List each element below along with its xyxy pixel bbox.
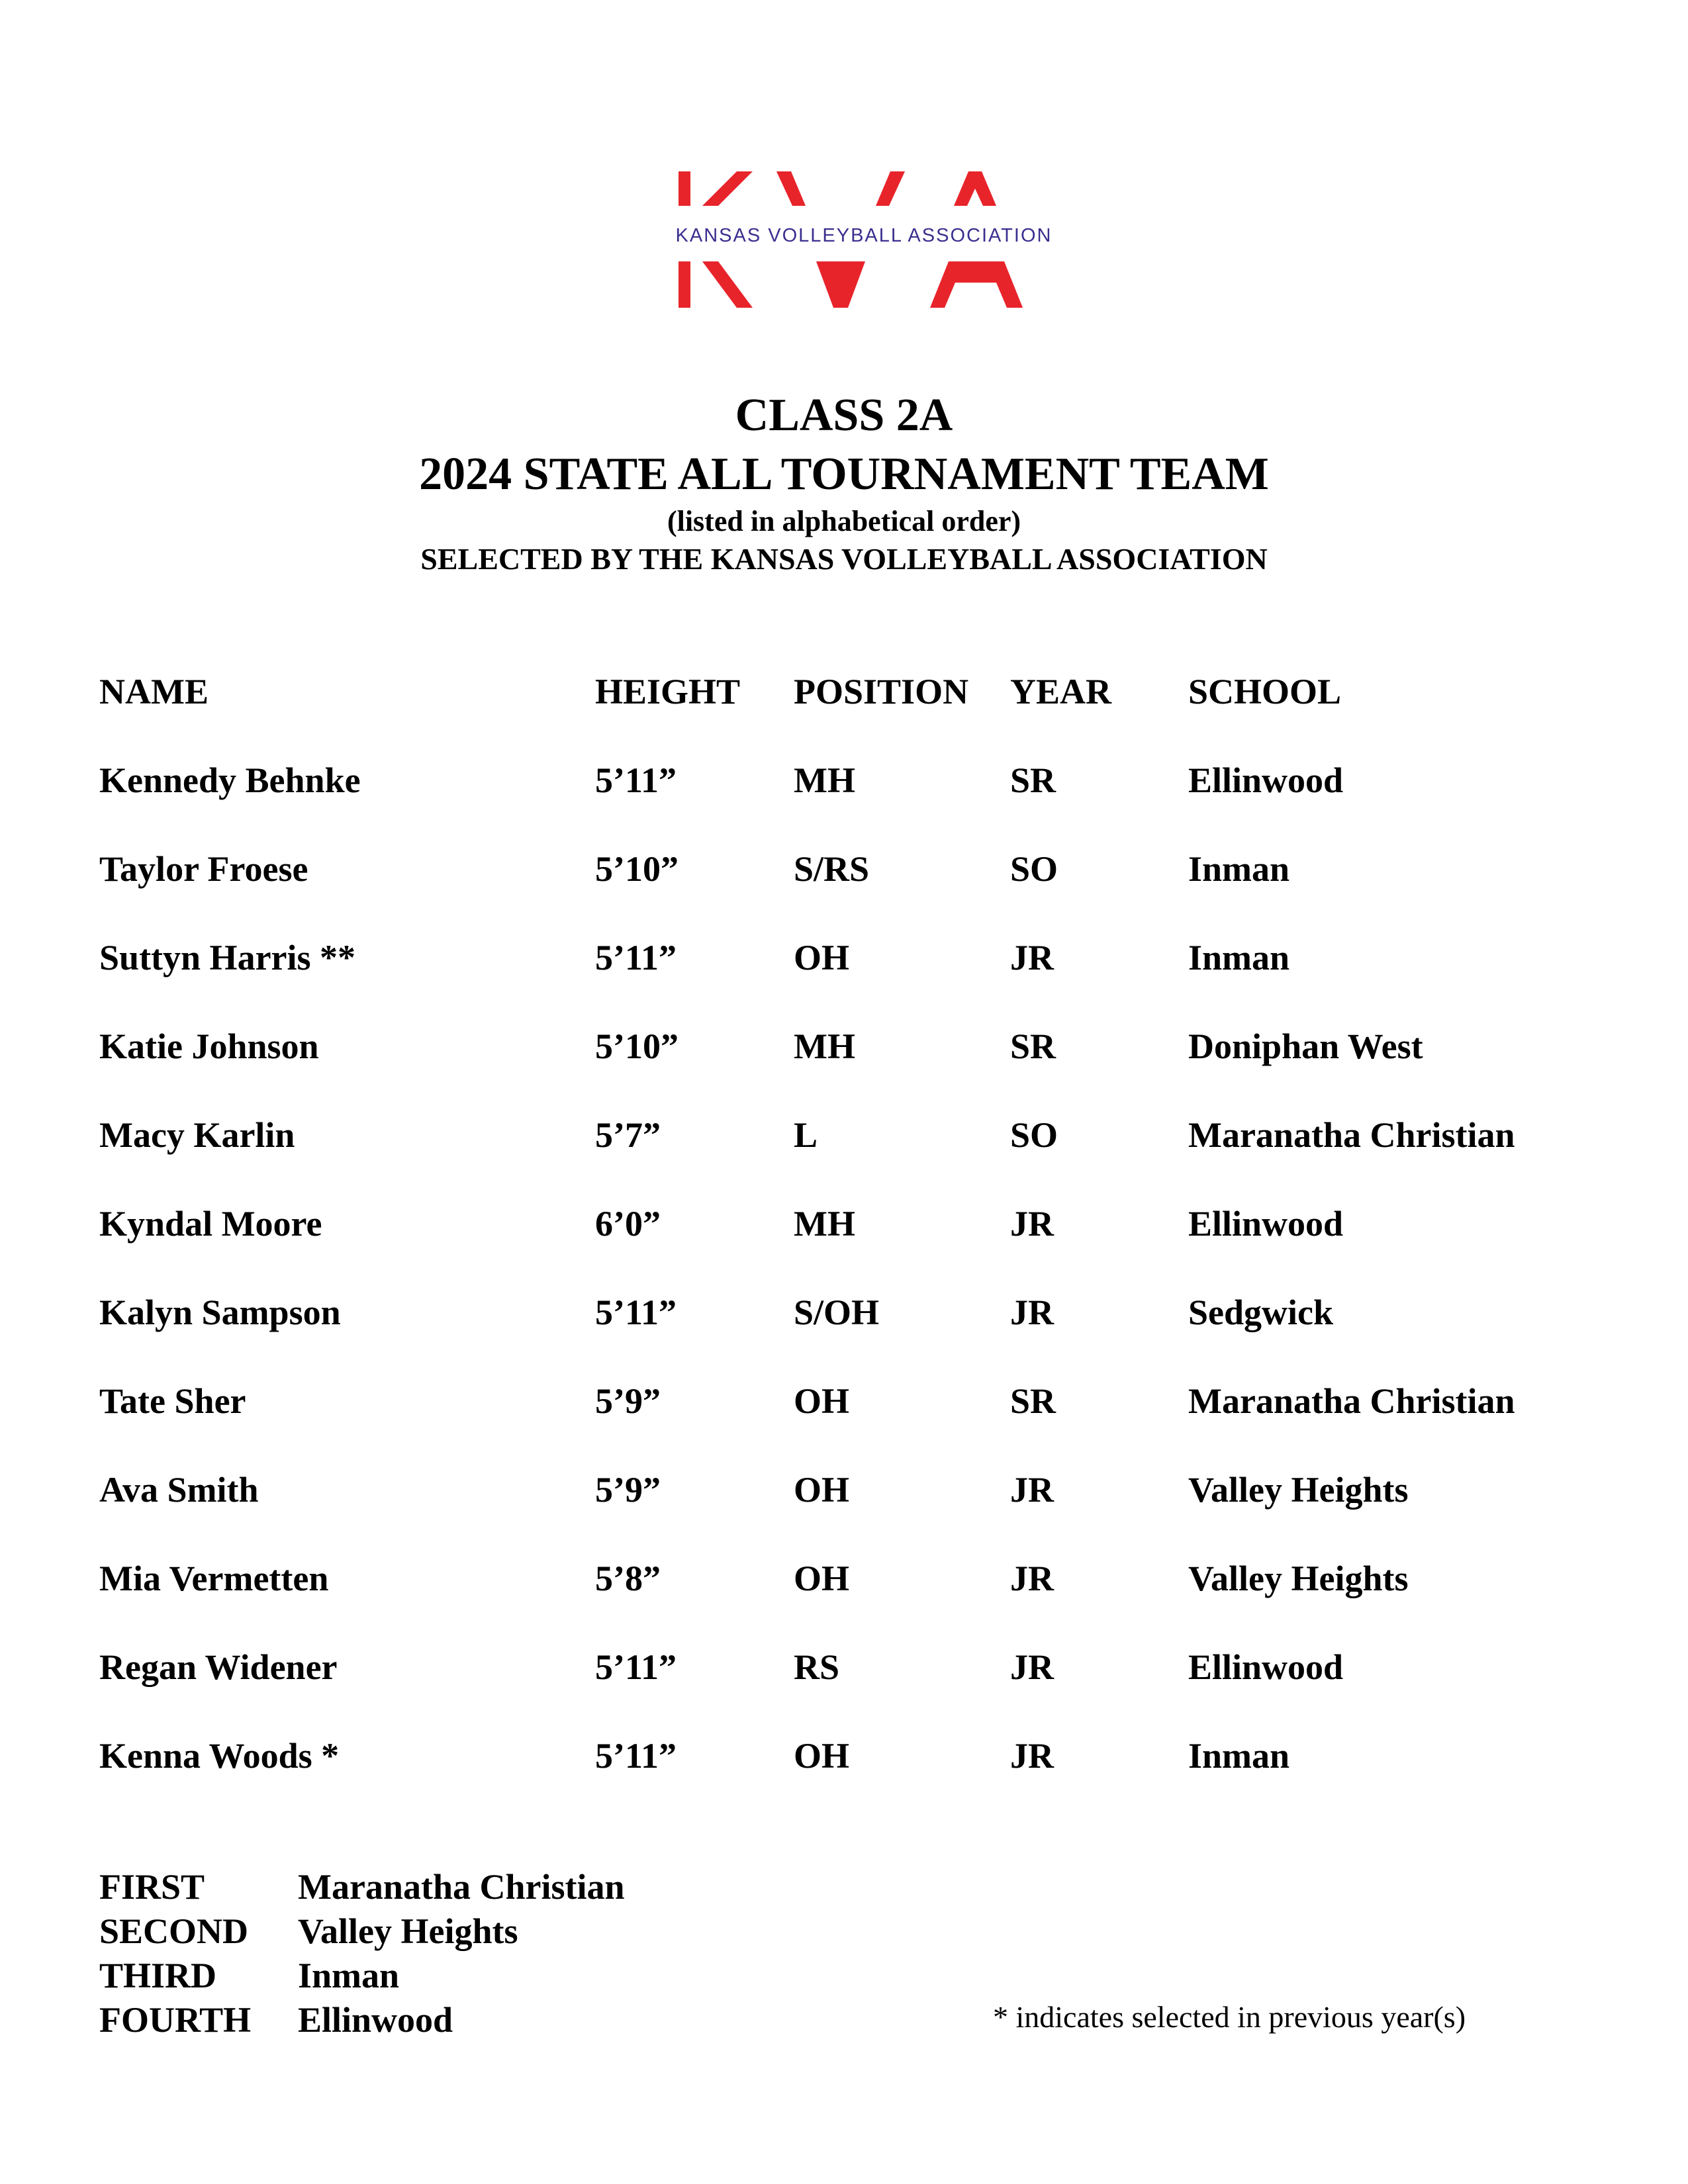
table-row (99, 1463, 1622, 1552)
player-position: OH (794, 1381, 850, 1421)
player-height: 5’11” (595, 938, 677, 978)
player-year: JR (1010, 938, 1054, 978)
placing-label: FOURTH (99, 2000, 252, 2040)
placing-label: FIRST (99, 1867, 205, 1907)
player-name: Kalyn Sampson (99, 1293, 341, 1332)
table-header-row (99, 665, 1622, 754)
player-year: SR (1010, 760, 1056, 800)
order-note: (listed in alphabetical order) (667, 505, 1021, 537)
player-height: 5’11” (595, 1647, 677, 1687)
header-school: SCHOOL (1188, 672, 1342, 711)
player-year: SR (1010, 1381, 1056, 1421)
player-school: Ellinwood (1188, 760, 1344, 800)
player-position: MH (794, 1204, 855, 1244)
player-name: Regan Widener (99, 1647, 338, 1687)
player-year: JR (1010, 1470, 1054, 1510)
player-height: 5’9” (595, 1470, 661, 1510)
player-school: Inman (1188, 1736, 1290, 1776)
placing-label: THIRD (99, 1956, 217, 1995)
player-name: Macy Karlin (99, 1115, 295, 1155)
placing-team: Maranatha Christian (298, 1867, 625, 1907)
table-row (99, 1109, 1622, 1197)
table-row (99, 1375, 1622, 1463)
player-school: Maranatha Christian (1188, 1115, 1515, 1155)
player-year: JR (1010, 1293, 1054, 1332)
player-position: OH (794, 1559, 850, 1598)
player-position: S/RS (794, 849, 870, 889)
table-row (99, 1286, 1622, 1375)
player-school: Ellinwood (1188, 1204, 1344, 1244)
player-school: Doniphan West (1188, 1026, 1423, 1066)
player-height: 5’11” (595, 1736, 677, 1776)
player-name: Kyndal Moore (99, 1204, 322, 1244)
player-year: JR (1010, 1736, 1054, 1776)
player-year: SR (1010, 1026, 1056, 1066)
table-row (99, 754, 1622, 842)
player-height: 6’0” (595, 1204, 661, 1244)
all-tournament-table (99, 665, 1622, 1818)
page-title: 2024 STATE ALL TOURNAMENT TEAM (419, 449, 1269, 500)
player-height: 5’11” (595, 760, 677, 800)
player-year: SO (1010, 1115, 1058, 1155)
player-year: JR (1010, 1204, 1054, 1244)
placing-team: Valley Heights (298, 1911, 518, 1951)
player-height: 5’10” (595, 1026, 679, 1066)
player-name: Suttyn Harris ** (99, 938, 356, 978)
player-height: 5’10” (595, 849, 679, 889)
player-position: MH (794, 760, 855, 800)
player-position: OH (794, 1736, 850, 1776)
placing-team: Inman (298, 1956, 400, 1995)
kva-logo-graphic (665, 169, 1062, 314)
player-position: L (794, 1115, 818, 1155)
player-position: S/OH (794, 1293, 880, 1332)
player-name: Ava Smith (99, 1470, 259, 1510)
player-height: 5’7” (595, 1115, 661, 1155)
player-height: 5’11” (595, 1293, 677, 1332)
table-row (99, 1552, 1622, 1641)
player-year: JR (1010, 1647, 1054, 1687)
player-name: Katie Johnson (99, 1026, 319, 1066)
player-position: OH (794, 1470, 850, 1510)
class-title: CLASS 2A (735, 390, 953, 441)
player-height: 5’9” (595, 1381, 661, 1421)
player-position: OH (794, 938, 850, 978)
player-school: Inman (1188, 849, 1290, 889)
player-position: MH (794, 1026, 855, 1066)
player-school: Sedgwick (1188, 1293, 1334, 1332)
table-row (99, 1729, 1622, 1818)
selected-by: SELECTED BY THE KANSAS VOLLEYBALL ASSOCIATION (420, 542, 1268, 576)
placing-label: SECOND (99, 1911, 249, 1951)
player-year: SO (1010, 849, 1058, 889)
player-name: Tate Sher (99, 1381, 246, 1421)
table-row (99, 1020, 1622, 1109)
kva-logo (665, 169, 1062, 314)
player-name: Kenna Woods * (99, 1736, 340, 1776)
player-height: 5’8” (595, 1559, 661, 1598)
header-year: YEAR (1010, 672, 1112, 711)
table-row (99, 931, 1622, 1020)
table-row (99, 842, 1622, 931)
player-school: Valley Heights (1188, 1559, 1409, 1598)
footnote: * indicates selected in previous year(s) (993, 2000, 1466, 2034)
header-position: POSITION (794, 672, 969, 711)
player-name: Kennedy Behnke (99, 760, 361, 800)
player-position: RS (794, 1647, 840, 1687)
player-school: Inman (1188, 938, 1290, 978)
player-name: Mia Vermetten (99, 1559, 329, 1598)
player-school: Maranatha Christian (1188, 1381, 1515, 1421)
player-school: Valley Heights (1188, 1470, 1409, 1510)
header-height: HEIGHT (595, 672, 741, 711)
player-year: JR (1010, 1559, 1054, 1598)
player-school: Ellinwood (1188, 1647, 1344, 1687)
table-row (99, 1197, 1622, 1286)
table-row (99, 1641, 1622, 1729)
player-name: Taylor Froese (99, 849, 308, 889)
placing-team: Ellinwood (298, 2000, 453, 2040)
header-name: NAME (99, 672, 209, 711)
logo-tagline: KANSAS VOLLEYBALL ASSOCIATION (675, 225, 1053, 246)
